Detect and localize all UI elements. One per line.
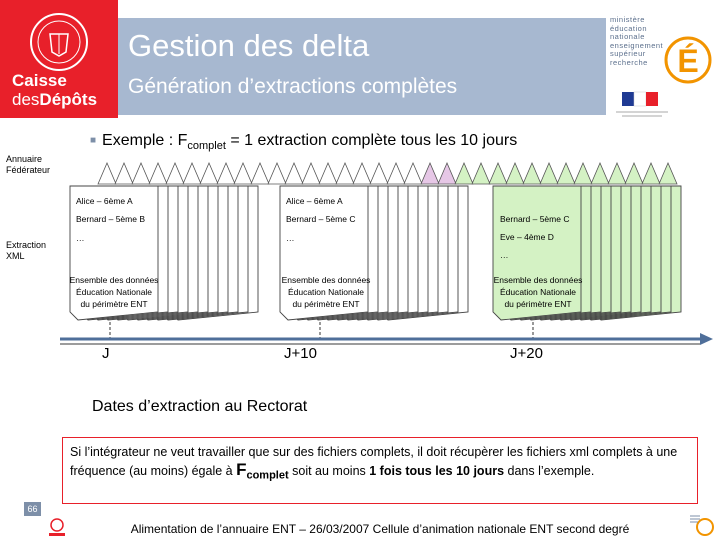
annuaire-triangle (319, 163, 337, 184)
annuaire-triangle (591, 163, 609, 184)
record-line: Eve – 4ème D (500, 232, 554, 242)
annuaire-triangle (149, 163, 167, 184)
annuaire-triangle (217, 163, 235, 184)
annuaire-triangle (234, 163, 252, 184)
extraction-stacks (70, 186, 681, 339)
annuaire-triangle (455, 163, 473, 184)
timeline-caption: Dates d’extraction au Rectorat (92, 398, 308, 415)
record-line: Bernard – 5ème C (500, 214, 570, 224)
annuaire-triangle (506, 163, 524, 184)
annuaire-triangle (574, 163, 592, 184)
annuaire-triangle (285, 163, 303, 184)
record-line: … (286, 233, 295, 243)
annuaire-triangle (98, 163, 116, 184)
record-line: … (500, 250, 509, 260)
note-text: Si l’intégrateur ne veut travailler que sur des fichiers complets, il doit récupèrer les fichiers xml complets à une fréquence (au moins) égale à $F_{complet}$ soit au moins 1 fois tous les 10 jours dans l’exemple. (70, 445, 678, 482)
dataset-label: Ensemble des données Éducation Nationale du périmètre ENT (281, 275, 371, 309)
annuaire-triangles (98, 163, 677, 184)
annuaire-triangle (625, 163, 643, 184)
bullet-icon: ■ (90, 135, 97, 146)
annuaire-triangle (557, 163, 575, 184)
tick-label-j: J (102, 345, 110, 362)
annuaire-triangle (387, 163, 405, 184)
annuaire-triangle (608, 163, 626, 184)
record-line: Alice – 6ème A (76, 196, 133, 206)
ministry-text: ministère éducation nationale enseignement supérieur recherche (610, 15, 664, 67)
caisse-small-logo-icon (46, 516, 68, 538)
tick-label-j20: J+20 (510, 345, 543, 362)
annuaire-triangle (438, 163, 456, 184)
ministry-small-logo-icon (688, 512, 716, 538)
page-title: Gestion des delta (128, 28, 370, 63)
tick-label-j10: J+10 (284, 345, 317, 362)
logo-line-2: desDépôts (12, 90, 98, 109)
page-subtitle: Génération d’extractions complètes (128, 75, 458, 98)
logo-line-1: Caisse (12, 71, 67, 90)
annuaire-label: Annuaire Fédérateur (6, 154, 51, 175)
annuaire-triangle (200, 163, 218, 184)
annuaire-triangle (404, 163, 422, 184)
record-line: … (76, 233, 85, 243)
annuaire-triangle (370, 163, 388, 184)
record-line: Bernard – 5ème B (76, 214, 145, 224)
timeline (60, 333, 713, 345)
dataset-label: Ensemble des données Éducation Nationale du périmètre ENT (493, 275, 583, 309)
annuaire-triangle (268, 163, 286, 184)
annuaire-triangle (183, 163, 201, 184)
annuaire-triangle (489, 163, 507, 184)
record-line: Alice – 6ème A (286, 196, 343, 206)
svg-text:É: É (677, 43, 699, 79)
dataset-label: Ensemble des données Éducation Nationale du périmètre ENT (69, 275, 159, 309)
page-number: 66 (24, 502, 41, 516)
annuaire-triangle (353, 163, 371, 184)
record-line: Bernard – 5ème C (286, 214, 356, 224)
extraction-label: Extraction XML (6, 240, 47, 261)
annuaire-triangle (336, 163, 354, 184)
annuaire-triangle (132, 163, 150, 184)
annuaire-triangle (166, 163, 184, 184)
annuaire-triangle (540, 163, 558, 184)
timeline-arrow-icon (700, 333, 713, 345)
example-heading: ■ Exemple : $F_{complet} = 1$ extraction complète tous les 10 jours (90, 132, 518, 153)
annuaire-triangle (421, 163, 439, 184)
annuaire-triangle (659, 163, 677, 184)
footer-text: Alimentation de l’annuaire ENT – 26/03/2007 Cellule d’animation nationale ENT second degré (130, 522, 630, 536)
annuaire-triangle (251, 163, 269, 184)
annuaire-triangle (302, 163, 320, 184)
annuaire-triangle (115, 163, 133, 184)
annuaire-triangle (642, 163, 660, 184)
annuaire-triangle (472, 163, 490, 184)
annuaire-triangle (523, 163, 541, 184)
